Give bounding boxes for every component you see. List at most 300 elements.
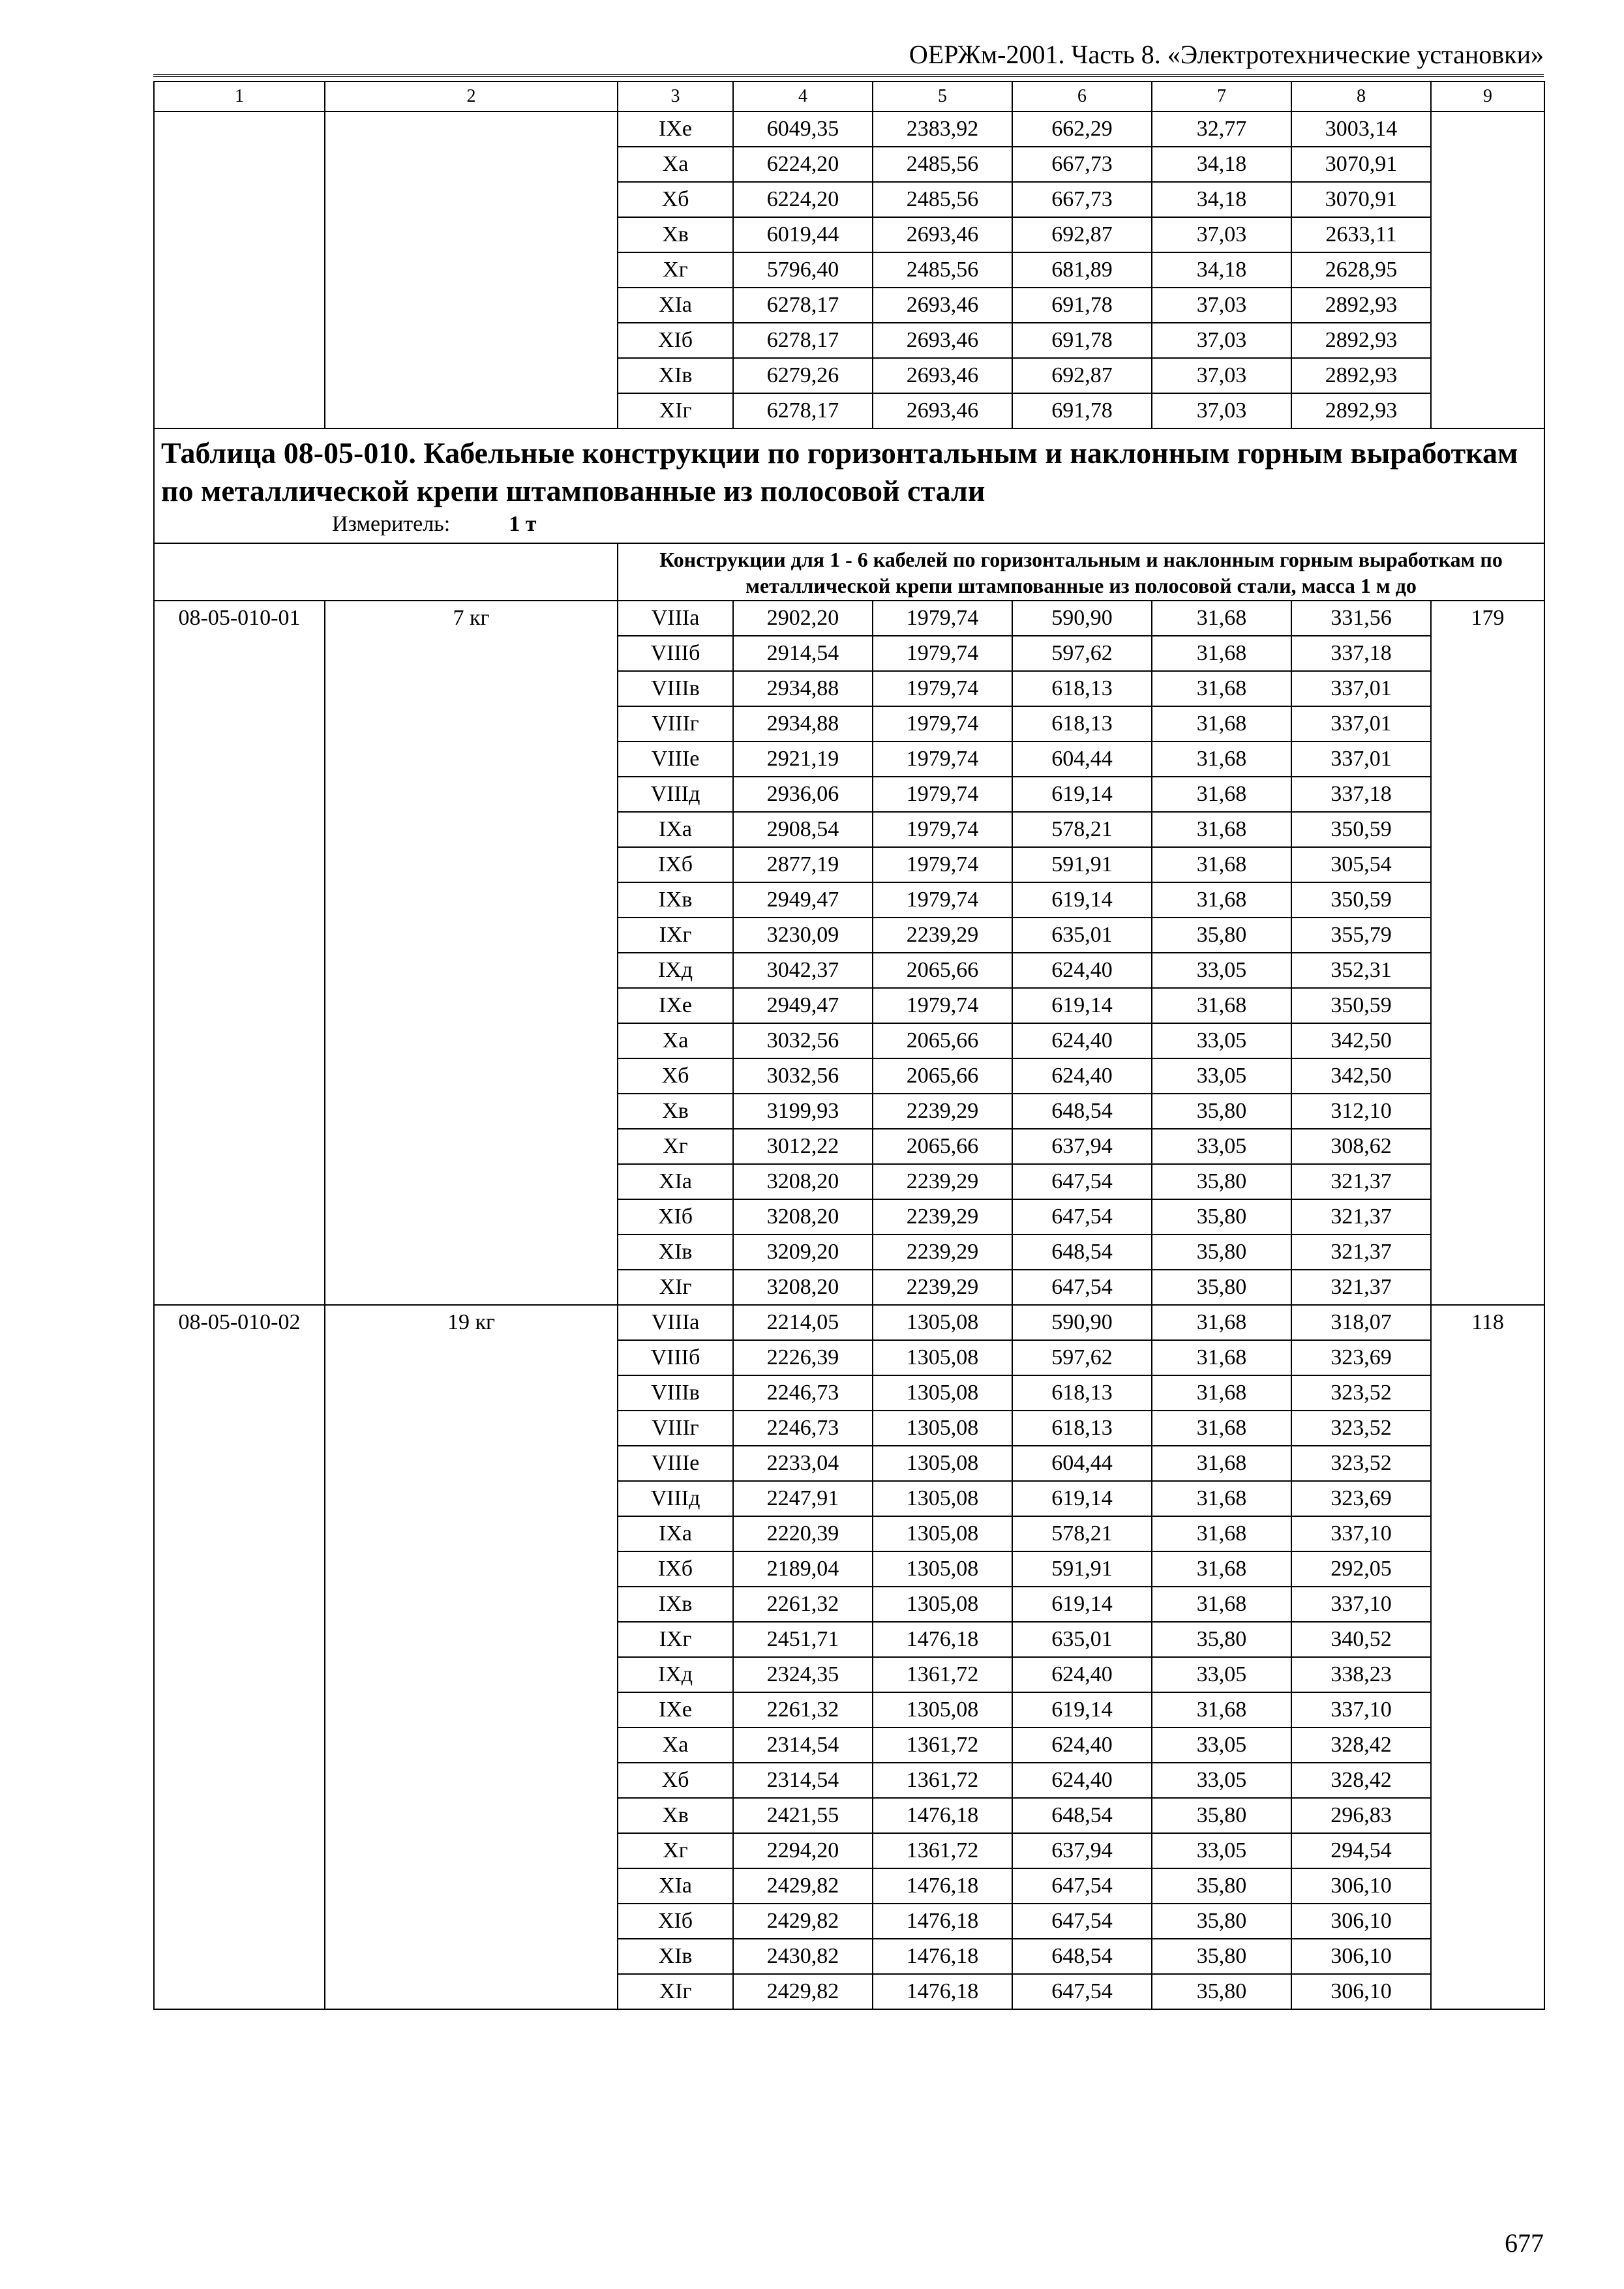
material-cost-cell: 2892,93 [1291, 288, 1431, 323]
operator-cost-cell: 31,68 [1152, 1587, 1291, 1622]
table-row [154, 601, 1544, 636]
total-cost-cell: 3230,09 [733, 918, 873, 953]
labor-hours-cell [1431, 252, 1544, 288]
zone-cell: IXе [618, 112, 733, 147]
labor-cost-cell: 2239,29 [873, 1164, 1012, 1199]
operator-cost-cell: 33,05 [1152, 1763, 1291, 1798]
operator-cost-cell: 31,68 [1152, 882, 1291, 918]
labor-hours-cell [1431, 1164, 1544, 1199]
page-number: 677 [1505, 2228, 1544, 2258]
labor-hours-cell [1431, 182, 1544, 217]
machine-cost-cell: 597,62 [1012, 1340, 1152, 1375]
zone-cell: XIг [618, 1974, 733, 2009]
rate-code-cell [154, 1375, 325, 1411]
material-cost-cell: 2633,11 [1291, 217, 1431, 252]
labor-cost-cell: 1305,08 [873, 1481, 1012, 1516]
machine-cost-cell: 667,73 [1012, 147, 1152, 182]
zone-cell: VIIIб [618, 636, 733, 671]
operator-cost-cell: 35,80 [1152, 1199, 1291, 1234]
material-cost-cell: 296,83 [1291, 1798, 1431, 1833]
labor-hours-cell [1431, 777, 1544, 812]
zone-cell: XIа [618, 288, 733, 323]
rate-name-cell [325, 358, 618, 393]
zone-cell: XIа [618, 1868, 733, 1904]
rate-code-cell [154, 1868, 325, 1904]
rate-code-cell [154, 1587, 325, 1622]
rate-code-cell [154, 777, 325, 812]
operator-cost-cell: 31,68 [1152, 601, 1291, 636]
machine-cost-cell: 619,14 [1012, 1587, 1152, 1622]
zone-cell: Xг [618, 1129, 733, 1164]
table-row [154, 1763, 1544, 1798]
machine-cost-cell: 618,13 [1012, 706, 1152, 741]
table-row [154, 1657, 1544, 1692]
table-row [154, 1833, 1544, 1868]
table-row [154, 358, 1544, 393]
machine-cost-cell: 692,87 [1012, 217, 1152, 252]
machine-cost-cell: 647,54 [1012, 1904, 1152, 1939]
rate-name-cell [325, 812, 618, 847]
material-cost-cell: 306,10 [1291, 1904, 1431, 1939]
material-cost-cell: 323,69 [1291, 1340, 1431, 1375]
labor-hours-cell [1431, 636, 1544, 671]
rate-code-cell [154, 1728, 325, 1763]
operator-cost-cell: 31,68 [1152, 812, 1291, 847]
machine-cost-cell: 624,40 [1012, 1023, 1152, 1058]
table-row [154, 1516, 1544, 1551]
rate-name-cell [325, 1340, 618, 1375]
rate-name-cell [325, 217, 618, 252]
material-cost-cell: 321,37 [1291, 1270, 1431, 1305]
rate-name-cell [325, 393, 618, 428]
column-number: 3 [618, 82, 733, 112]
table-row [154, 1446, 1544, 1481]
total-cost-cell: 2902,20 [733, 601, 873, 636]
rate-name-cell [325, 147, 618, 182]
zone-cell: XIа [618, 1164, 733, 1199]
machine-cost-cell: 647,54 [1012, 1164, 1152, 1199]
zone-cell: XIб [618, 1904, 733, 1939]
total-cost-cell: 2914,54 [733, 636, 873, 671]
rate-code-cell [154, 1692, 325, 1728]
labor-cost-cell: 2065,66 [873, 1058, 1012, 1094]
zone-cell: IXв [618, 882, 733, 918]
labor-cost-cell: 1305,08 [873, 1446, 1012, 1481]
operator-cost-cell: 31,68 [1152, 1411, 1291, 1446]
material-cost-cell: 306,10 [1291, 1974, 1431, 2009]
table-row [154, 1868, 1544, 1904]
table-row [154, 988, 1544, 1023]
machine-cost-cell: 624,40 [1012, 1728, 1152, 1763]
zone-cell: XIг [618, 1270, 733, 1305]
rate-name-cell [325, 1868, 618, 1904]
machine-cost-cell: 647,54 [1012, 1270, 1152, 1305]
rate-name-cell [325, 1234, 618, 1270]
total-cost-cell: 2451,71 [733, 1622, 873, 1657]
labor-cost-cell: 1361,72 [873, 1657, 1012, 1692]
rate-name-cell [325, 1164, 618, 1199]
material-cost-cell: 331,56 [1291, 601, 1431, 636]
total-cost-cell: 2314,54 [733, 1728, 873, 1763]
labor-cost-cell: 1305,08 [873, 1692, 1012, 1728]
zone-cell: Xв [618, 1798, 733, 1833]
zone-cell: Xб [618, 1763, 733, 1798]
material-cost-cell: 328,42 [1291, 1763, 1431, 1798]
material-cost-cell: 337,10 [1291, 1516, 1431, 1551]
rate-name-cell [325, 1904, 618, 1939]
zone-cell: Xб [618, 182, 733, 217]
machine-cost-cell: 624,40 [1012, 1657, 1152, 1692]
zone-cell: Xг [618, 252, 733, 288]
rate-code-cell [154, 1481, 325, 1516]
material-cost-cell: 337,01 [1291, 671, 1431, 706]
rate-name-cell [325, 323, 618, 358]
labor-cost-cell: 2693,46 [873, 288, 1012, 323]
machine-cost-cell: 635,01 [1012, 918, 1152, 953]
material-cost-cell: 306,10 [1291, 1868, 1431, 1904]
rate-code-cell [154, 323, 325, 358]
total-cost-cell: 2921,19 [733, 741, 873, 777]
total-cost-cell: 2246,73 [733, 1375, 873, 1411]
labor-hours-cell [1431, 1939, 1544, 1974]
material-cost-cell: 308,62 [1291, 1129, 1431, 1164]
machine-cost-cell: 691,78 [1012, 393, 1152, 428]
operator-cost-cell: 31,68 [1152, 1481, 1291, 1516]
total-cost-cell: 3199,93 [733, 1094, 873, 1129]
labor-cost-cell: 1361,72 [873, 1763, 1012, 1798]
labor-hours-cell [1431, 1234, 1544, 1270]
rate-name-cell [325, 671, 618, 706]
zone-cell: VIIIд [618, 777, 733, 812]
total-cost-cell: 2949,47 [733, 988, 873, 1023]
labor-cost-cell: 1305,08 [873, 1340, 1012, 1375]
total-cost-cell: 2314,54 [733, 1763, 873, 1798]
column-number: 1 [154, 82, 325, 112]
operator-cost-cell: 35,80 [1152, 1904, 1291, 1939]
labor-cost-cell: 1979,74 [873, 812, 1012, 847]
rate-code-cell [154, 847, 325, 882]
material-cost-cell: 337,18 [1291, 777, 1431, 812]
table-row [154, 636, 1544, 671]
operator-cost-cell: 37,03 [1152, 217, 1291, 252]
labor-cost-cell: 2693,46 [873, 217, 1012, 252]
table-row [154, 1692, 1544, 1728]
measure-label: Измеритель: [332, 512, 451, 536]
material-cost-cell: 342,50 [1291, 1023, 1431, 1058]
labor-hours-cell [1431, 1622, 1544, 1657]
labor-hours-cell [1431, 393, 1544, 428]
machine-cost-cell: 578,21 [1012, 1516, 1152, 1551]
material-cost-cell: 306,10 [1291, 1939, 1431, 1974]
labor-hours-cell [1431, 1058, 1544, 1094]
total-cost-cell: 2261,32 [733, 1587, 873, 1622]
section-blank-cell [154, 543, 618, 601]
rate-name-cell [325, 1058, 618, 1094]
zone-cell: XIб [618, 1199, 733, 1234]
machine-cost-cell: 590,90 [1012, 1305, 1152, 1340]
table-row [154, 288, 1544, 323]
table-row [154, 1481, 1544, 1516]
rate-name-cell [325, 1411, 618, 1446]
column-number: 7 [1152, 82, 1291, 112]
labor-hours-cell [1431, 847, 1544, 882]
material-cost-cell: 355,79 [1291, 918, 1431, 953]
machine-cost-cell: 624,40 [1012, 1058, 1152, 1094]
column-numbers-row [154, 82, 1544, 112]
total-cost-cell: 6224,20 [733, 147, 873, 182]
rate-name-cell [325, 1516, 618, 1551]
rate-code-cell [154, 636, 325, 671]
table-row [154, 918, 1544, 953]
labor-hours-cell [1431, 1587, 1544, 1622]
operator-cost-cell: 34,18 [1152, 182, 1291, 217]
rate-code-cell [154, 1974, 325, 2009]
zone-cell: XIв [618, 358, 733, 393]
labor-cost-cell: 1979,74 [873, 777, 1012, 812]
rate-code-cell [154, 882, 325, 918]
table-title: Таблица 08-05-010. Кабельные конструкции по горизонтальным и наклонным горным выработкам по металлической крепи штампованные из полосовой стали [161, 436, 1518, 507]
total-cost-cell: 2189,04 [733, 1551, 873, 1587]
labor-hours-cell [1431, 706, 1544, 741]
operator-cost-cell: 33,05 [1152, 1657, 1291, 1692]
rate-name-cell [325, 1728, 618, 1763]
total-cost-cell: 2233,04 [733, 1446, 873, 1481]
measure-line [161, 510, 1537, 539]
operator-cost-cell: 31,68 [1152, 1375, 1291, 1411]
labor-hours-cell: 179 [1431, 601, 1544, 636]
operator-cost-cell: 31,68 [1152, 636, 1291, 671]
operator-cost-cell: 35,80 [1152, 1234, 1291, 1270]
labor-hours-cell [1431, 1657, 1544, 1692]
rate-code-cell [154, 953, 325, 988]
total-cost-cell: 2226,39 [733, 1340, 873, 1375]
material-cost-cell: 2892,93 [1291, 323, 1431, 358]
machine-cost-cell: 590,90 [1012, 601, 1152, 636]
zone-cell: VIIIг [618, 706, 733, 741]
total-cost-cell: 6278,17 [733, 323, 873, 358]
rate-name-cell [325, 1587, 618, 1622]
labor-cost-cell: 1305,08 [873, 1587, 1012, 1622]
zone-cell: VIIIа [618, 601, 733, 636]
total-cost-cell: 2421,55 [733, 1798, 873, 1833]
table-row [154, 1023, 1544, 1058]
machine-cost-cell: 648,54 [1012, 1234, 1152, 1270]
labor-cost-cell: 2065,66 [873, 1129, 1012, 1164]
rate-name-cell [325, 112, 618, 147]
machine-cost-cell: 681,89 [1012, 252, 1152, 288]
table-row [154, 1551, 1544, 1587]
rate-code-cell [154, 147, 325, 182]
total-cost-cell: 2324,35 [733, 1657, 873, 1692]
machine-cost-cell: 647,54 [1012, 1199, 1152, 1234]
material-cost-cell: 2628,95 [1291, 252, 1431, 288]
material-cost-cell: 340,52 [1291, 1622, 1431, 1657]
table-row [154, 217, 1544, 252]
table-row [154, 1340, 1544, 1375]
labor-cost-cell: 2693,46 [873, 358, 1012, 393]
rate-code-cell [154, 358, 325, 393]
material-cost-cell: 337,01 [1291, 741, 1431, 777]
material-cost-cell: 342,50 [1291, 1058, 1431, 1094]
total-cost-cell: 3042,37 [733, 953, 873, 988]
rate-name-cell [325, 1657, 618, 1692]
labor-cost-cell: 2065,66 [873, 953, 1012, 988]
material-cost-cell: 294,54 [1291, 1833, 1431, 1868]
material-cost-cell: 323,52 [1291, 1375, 1431, 1411]
rate-name-cell [325, 1375, 618, 1411]
table-row [154, 953, 1544, 988]
running-header: ОЕРЖм-2001. Часть 8. «Электротехнические установки» [153, 37, 1544, 77]
zone-cell: XIв [618, 1939, 733, 1974]
material-cost-cell: 338,23 [1291, 1657, 1431, 1692]
zone-cell: VIIIд [618, 1481, 733, 1516]
rate-code-cell [154, 217, 325, 252]
operator-cost-cell: 37,03 [1152, 358, 1291, 393]
operator-cost-cell: 35,80 [1152, 1798, 1291, 1833]
rate-name-cell [325, 918, 618, 953]
zone-cell: IXд [618, 1657, 733, 1692]
labor-hours-cell [1431, 1446, 1544, 1481]
machine-cost-cell: 618,13 [1012, 1411, 1152, 1446]
machine-cost-cell: 635,01 [1012, 1622, 1152, 1657]
material-cost-cell: 337,10 [1291, 1587, 1431, 1622]
labor-cost-cell: 2383,92 [873, 112, 1012, 147]
rate-name-cell [325, 1939, 618, 1974]
operator-cost-cell: 31,68 [1152, 1446, 1291, 1481]
operator-cost-cell: 31,68 [1152, 741, 1291, 777]
rate-code-cell [154, 1657, 325, 1692]
zone-cell: IXе [618, 1692, 733, 1728]
labor-cost-cell: 1305,08 [873, 1305, 1012, 1340]
labor-cost-cell: 1979,74 [873, 847, 1012, 882]
labor-cost-cell: 1476,18 [873, 1868, 1012, 1904]
rate-code-cell [154, 1622, 325, 1657]
table-row [154, 1939, 1544, 1974]
labor-cost-cell: 1979,74 [873, 671, 1012, 706]
table-row [154, 847, 1544, 882]
operator-cost-cell: 35,80 [1152, 1622, 1291, 1657]
zone-cell: Xа [618, 1728, 733, 1763]
operator-cost-cell: 33,05 [1152, 1129, 1291, 1164]
material-cost-cell: 350,59 [1291, 988, 1431, 1023]
labor-cost-cell: 1476,18 [873, 1622, 1012, 1657]
machine-cost-cell: 648,54 [1012, 1798, 1152, 1833]
table-row [154, 777, 1544, 812]
machine-cost-cell: 618,13 [1012, 671, 1152, 706]
labor-hours-cell [1431, 1411, 1544, 1446]
labor-cost-cell: 1979,74 [873, 636, 1012, 671]
labor-hours-cell [1431, 1199, 1544, 1234]
rate-name-cell [325, 847, 618, 882]
table-row [154, 671, 1544, 706]
labor-hours-cell [1431, 1798, 1544, 1833]
table-row [154, 1058, 1544, 1094]
zone-cell: VIIIв [618, 671, 733, 706]
total-cost-cell: 6019,44 [733, 217, 873, 252]
rate-code-cell [154, 671, 325, 706]
machine-cost-cell: 618,13 [1012, 1375, 1152, 1411]
operator-cost-cell: 31,68 [1152, 1692, 1291, 1728]
machine-cost-cell: 597,62 [1012, 636, 1152, 671]
material-cost-cell: 292,05 [1291, 1551, 1431, 1587]
zone-cell: XIб [618, 323, 733, 358]
zone-cell: Xа [618, 1023, 733, 1058]
labor-hours-cell [1431, 1904, 1544, 1939]
operator-cost-cell: 31,68 [1152, 671, 1291, 706]
rate-code-cell [154, 1094, 325, 1129]
section-heading: Конструкции для 1 - 6 кабелей по горизонтальным и наклонным горным выработкам по металлической крепи штампованные из полосовой стали, масса 1 м до [618, 543, 1544, 601]
rate-code-cell: 08-05-010-01 [154, 601, 325, 636]
rate-name-cell [325, 988, 618, 1023]
zone-cell: Xв [618, 217, 733, 252]
labor-hours-cell [1431, 358, 1544, 393]
labor-hours-cell [1431, 1551, 1544, 1587]
table-row [154, 252, 1544, 288]
rate-code-cell [154, 288, 325, 323]
labor-hours-cell [1431, 1129, 1544, 1164]
rate-code-cell [154, 988, 325, 1023]
total-cost-cell: 2261,32 [733, 1692, 873, 1728]
material-cost-cell: 337,10 [1291, 1692, 1431, 1728]
machine-cost-cell: 691,78 [1012, 288, 1152, 323]
table-row [154, 1234, 1544, 1270]
material-cost-cell: 323,69 [1291, 1481, 1431, 1516]
rate-name-cell: 19 кг [325, 1305, 618, 1340]
rate-code-cell [154, 741, 325, 777]
labor-cost-cell: 1979,74 [873, 706, 1012, 741]
column-number: 2 [325, 82, 618, 112]
labor-hours-cell [1431, 1692, 1544, 1728]
operator-cost-cell: 31,68 [1152, 1516, 1291, 1551]
rate-code-cell [154, 1340, 325, 1375]
rate-name-cell [325, 636, 618, 671]
labor-cost-cell: 1305,08 [873, 1411, 1012, 1446]
material-cost-cell: 352,31 [1291, 953, 1431, 988]
material-cost-cell: 318,07 [1291, 1305, 1431, 1340]
labor-hours-cell [1431, 918, 1544, 953]
machine-cost-cell: 578,21 [1012, 812, 1152, 847]
rates-table [153, 81, 1545, 2010]
rate-code-cell [154, 1763, 325, 1798]
zone-cell: VIIIв [618, 1375, 733, 1411]
labor-hours-cell [1431, 1974, 1544, 2009]
operator-cost-cell: 33,05 [1152, 1728, 1291, 1763]
material-cost-cell: 321,37 [1291, 1234, 1431, 1270]
operator-cost-cell: 37,03 [1152, 288, 1291, 323]
zone-cell: IXа [618, 1516, 733, 1551]
rate-code-cell [154, 706, 325, 741]
rate-code-cell [154, 1234, 325, 1270]
rate-name-cell [325, 1622, 618, 1657]
total-cost-cell: 6278,17 [733, 288, 873, 323]
labor-cost-cell: 2239,29 [873, 1094, 1012, 1129]
labor-hours-cell [1431, 671, 1544, 706]
labor-hours-cell [1431, 147, 1544, 182]
table-row [154, 1974, 1544, 2009]
rate-name-cell [325, 288, 618, 323]
column-number: 5 [873, 82, 1012, 112]
rate-code-cell [154, 112, 325, 147]
table-row [154, 147, 1544, 182]
material-cost-cell: 305,54 [1291, 847, 1431, 882]
labor-hours-cell [1431, 953, 1544, 988]
total-cost-cell: 2220,39 [733, 1516, 873, 1551]
rate-name-cell [325, 252, 618, 288]
column-number: 6 [1012, 82, 1152, 112]
labor-cost-cell: 2239,29 [873, 1199, 1012, 1234]
total-cost-cell: 2934,88 [733, 671, 873, 706]
operator-cost-cell: 31,68 [1152, 706, 1291, 741]
